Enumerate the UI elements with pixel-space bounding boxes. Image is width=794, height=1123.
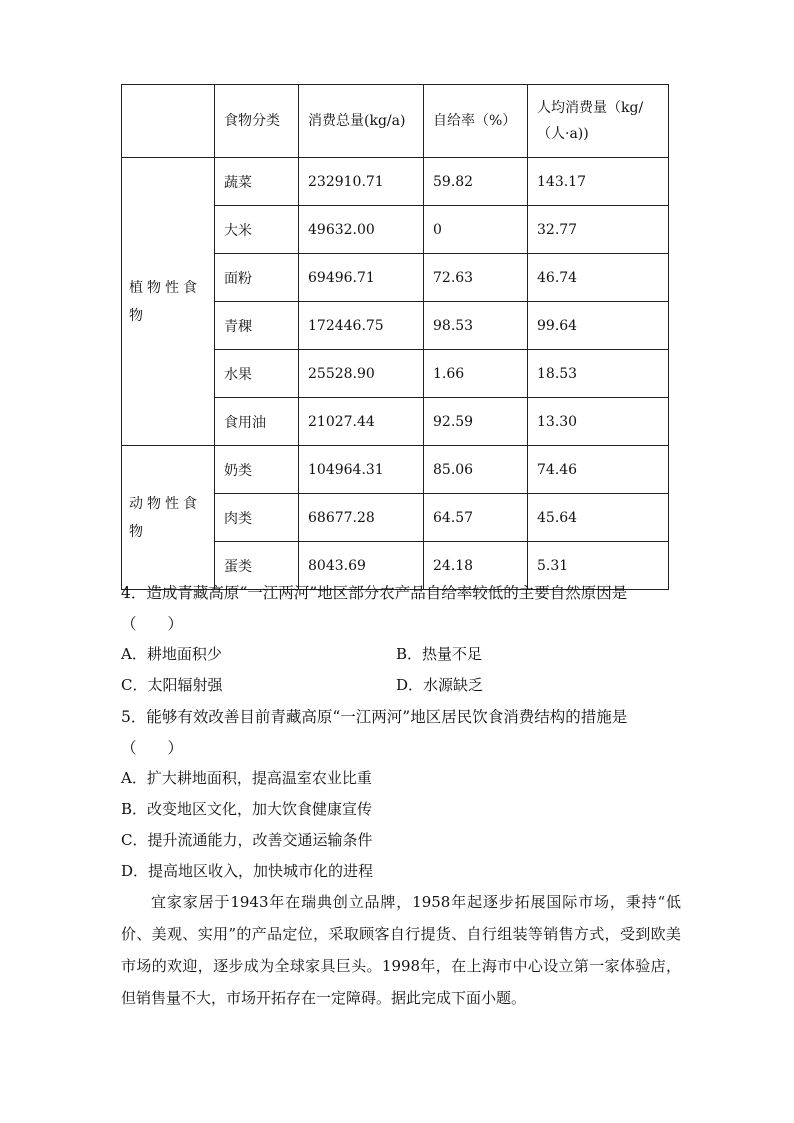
rate-cell: 92.59: [424, 398, 528, 446]
header-cell-total: 消费总量(kg/a): [299, 85, 424, 158]
per-capita-cell: 46.74: [528, 254, 669, 302]
question-4-stem: 4．造成青藏高原“一江两河”地区部分农产品自给率较低的主要自然原因是: [121, 584, 628, 602]
total-cell: 25528.90: [299, 350, 424, 398]
table-row: [122, 158, 669, 206]
total-cell: 8043.69: [299, 542, 424, 590]
rate-cell: 98.53: [424, 302, 528, 350]
food-consumption-table: [121, 84, 669, 590]
question-5-answer-blank: （ ）: [121, 739, 184, 757]
per-capita-cell: 13.30: [528, 398, 669, 446]
question-5-option-d[interactable]: D．提高地区收入，加快城市化的进程: [121, 862, 374, 880]
per-capita-cell: 32.77: [528, 206, 669, 254]
per-capita-cell: 99.64: [528, 302, 669, 350]
total-cell: 172446.75: [299, 302, 424, 350]
per-capita-cell: 5.31: [528, 542, 669, 590]
category-cell: 蔬菜: [215, 158, 299, 206]
category-cell: 水果: [215, 350, 299, 398]
category-cell: 食用油: [215, 398, 299, 446]
rate-cell: 64.57: [424, 494, 528, 542]
header-cell-category: 食物分类: [215, 85, 299, 158]
question-4-option-b[interactable]: B．热量不足: [396, 645, 483, 663]
category-cell: 蛋类: [215, 542, 299, 590]
reading-passage: 宜家家居于1943年在瑞典创立品牌，1958年起逐步拓展国际市场，秉持“低价、美观、实用”的产品定位，采取顾客自行提货、自行组装等销售方式，受到欧美市场的欢迎，逐步成为全球家具巨头。1998年，在上海市中心设立第一家体验店，但销售量不大，市场开拓存在一定障碍。据此完成下面小题。: [121, 893, 681, 1007]
group-label-plant: 植物性食物: [122, 158, 215, 446]
rate-cell: 59.82: [424, 158, 528, 206]
total-cell: 21027.44: [299, 398, 424, 446]
total-cell: 68677.28: [299, 494, 424, 542]
total-cell: 69496.71: [299, 254, 424, 302]
question-4-option-c[interactable]: C．太阳辐射强: [121, 676, 223, 694]
table-header-row: [122, 85, 669, 158]
rate-cell: 72.63: [424, 254, 528, 302]
total-cell: 104964.31: [299, 446, 424, 494]
total-cell: 232910.71: [299, 158, 424, 206]
question-5-option-c[interactable]: C．提升流通能力，改善交通运输条件: [121, 831, 373, 849]
group-label-animal: 动物性食物: [122, 446, 215, 590]
per-capita-cell: 143.17: [528, 158, 669, 206]
header-cell-empty: [122, 85, 215, 158]
rate-cell: 1.66: [424, 350, 528, 398]
total-cell: 49632.00: [299, 206, 424, 254]
category-cell: 大米: [215, 206, 299, 254]
table-row: [122, 446, 669, 494]
per-capita-cell: 18.53: [528, 350, 669, 398]
rate-cell: 24.18: [424, 542, 528, 590]
rate-cell: 85.06: [424, 446, 528, 494]
per-capita-cell: 45.64: [528, 494, 669, 542]
category-cell: 青稞: [215, 302, 299, 350]
question-5-stem: 5．能够有效改善目前青藏高原“一江两河”地区居民饮食消费结构的措施是: [121, 708, 628, 726]
header-cell-rate: 自给率（%）: [424, 85, 528, 158]
question-5-option-b[interactable]: B．改变地区文化，加大饮食健康宣传: [121, 800, 373, 818]
question-4-option-d[interactable]: D．水源缺乏: [396, 676, 484, 694]
rate-cell: 0: [424, 206, 528, 254]
category-cell: 奶类: [215, 446, 299, 494]
per-capita-cell: 74.46: [528, 446, 669, 494]
header-cell-per-capita: 人均消费量（kg/（人·a)): [528, 85, 669, 158]
category-cell: 面粉: [215, 254, 299, 302]
question-4-option-a[interactable]: A．耕地面积少: [121, 645, 222, 663]
category-cell: 肉类: [215, 494, 299, 542]
question-4-answer-blank: （ ）: [121, 615, 184, 633]
question-5-option-a[interactable]: A．扩大耕地面积，提高温室农业比重: [121, 769, 372, 787]
